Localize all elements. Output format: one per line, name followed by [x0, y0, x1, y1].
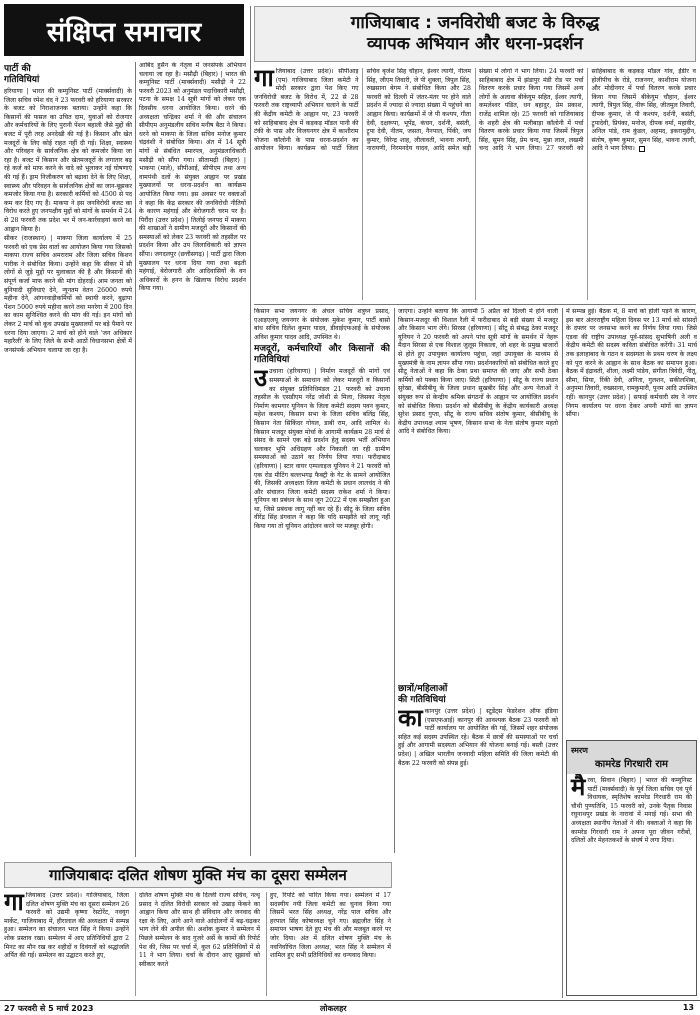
- dropcap-u: उ: [254, 364, 268, 393]
- party-activities-body: हरियाणा | भारत की कम्युनिस्ट पार्टी (मार्क्सवादी) के जिला सचिव रमेश चंद ने 23 फरवरी को हरियाणा सरकार के बजट को निराशाजनक बताया। उन्होंने कहा कि किसानों की फसल का उचित दाम, युवाओं को रोजगार और कर्मचारियों के लिए पुरानी पेंशन बहाली जैसे मुद्दों की बजट में पूरी तरह अनदेखी की गई है। किसान और खेत मजदूरों के लिए कोई राहत नहीं दी गई। शिक्षा, स्वास्थ्य और परिवहन के सार्वजनिक क्षेत्र को कमजोर किया जा रहा है। बजट में किसान और खेतमजदूरों के लगातार बढ़ रहे कर्ज को माफ करने के वादे को भुलाकर नई घोषणाएं की गई हैं। ड्राम निजीकरण को बढ़ावा देने के लिए शिक्षा, स्वास्थ्य और परिवहन के सार्वजनिक क्षेत्रों का जान-बूझकर कमजोर किया गया है। सरकारी कर्मियों को 4500 से पद कम कर दिए गए हैं। माकपा ने इस जनविरोधी बजट का विरोध करते हुए जनपक्षीय मुद्दों को मांगों के समर्थन में 24 से 28 फरवरी तक प्रदेश भर में जन-कार्रवाइयां करने का आह्वान किया है।: [4, 88, 132, 233]
- bottom-story-col3: हुए, रिपोर्ट को पारित किया गया। सम्मेलन में 17 सदस्यीय नयी जिला कमेटी का चुनाव किया गया जिसमें भरत सिंह अध्यक्ष, नरेंद्र पाल सचिव और हरपाल सिंह कोषाध्यक्ष चुने गए। ब्रह्मजीत सिंह ने समापन भाषण देते हुए मंच की और मजबूत करने पर जोर दिया। अंत में दलित शोषण मुक्ति मंच के नवनिर्वाचित जिला अध्यक्ष, भरत सिंह ने सम्मेलन में शामिल हुए सभी प्रतिनिधियों का धन्यवाद किया।: [266, 892, 391, 996]
- page-footer: [0, 1000, 700, 1015]
- left-column: [4, 62, 132, 997]
- column-divider: [562, 308, 563, 998]
- workers-heading: मजदूरों, कर्मचारियों और किसानों की गतिविधियां: [254, 344, 390, 366]
- dropcap-ga: गा: [254, 68, 274, 92]
- column-divider: [250, 6, 251, 856]
- bottom-story: [4, 892, 392, 996]
- middle-column-1: आबिद हुसैन के नेतृत्व में जनसंपर्क अभियान चलाया जा रहा है। मसौढ़ी (बिहार) | भारत की कम्युनिस्ट पार्टी (मार्क्सवादी) मसौढ़ी ने 22 फरवरी 2023 को अनुमंडल पदाधिकारी मसौढ़ी, पटना के समक्ष 14 सूत्री मांगों को लेकर एक दिवसीय धरना आयोजित किया। धरने की अध्यक्षता चन्द्रिका शर्मा ने की और संचालन सीपीएम अनुमंडलीय सचिव मनीष बैठा ने किया। धरने को माकपा के जिला सचिव मनोज कुमार चंद्रवंशी ने संबोधित किया। अंत में 14 सूत्री मांगों से संबंधित स्मारपत्र, अनुमंडलाधिकारी मसौढ़ी को सौंपा गया। सीतामढ़ी (बिहार) | भाकपा (माले), सीपीआई, सीपीएम तथा अन्य वामपंथी दलों के संयुक्त आह्वान पर प्रखंड मुख्यालयों पर धरना-प्रदर्शन का कार्यक्रम आयोजित किया गया। इस अवसर पर वक्ताओं ने कहा कि केंद्र सरकार की जनविरोधी नीतियों के कारण महंगाई और बेरोजगारी चरम पर है। पिरौंदा (उत्तर प्रदेश) | तिलोई जनपद में माकपा की शाखाओं ने ग्रामीण मजदूरों और किसानों की समस्याओं को लेकर 23 फरवरी को तहसील पर प्रदर्शन किया और उप जिलाधिकारी को ज्ञापन सौंपा। जगदलपुर (छत्तीसगढ़) | पार्टी द्वारा जिला मुख्यालय पर धरना दिया गया तथा बढ़ती महंगाई, बेरोजगारी और आदिवासियों के वन अधिकारों के हनन के खिलाफ विरोध प्रदर्शन किया गया।: [139, 62, 246, 293]
- students-heading: छात्रों/महिलाओं की गतिविधियां: [398, 684, 448, 705]
- memorial-body: मै रवा, सिवान (बिहार) | भारत की कम्युनिस्ट पार्टी (मार्क्सवादी) के पूर्व जिला सचिव एवं पूर्व विधायक, स्मृतिशेष कामरेड गिरधारी राम की चौथी पुण्यतिथि, 15 फरवरी को, उनके पैतृक निवास रघुनाथपुर प्रखंड के नारावां में मनाई गई। सभा की अध्यक्षता स्थानीय नेताओं ने की। वक्ताओं ने कहा कि कामरेड गिरधारी राम ने अपना पूरा जीवन गरीबों, दलितों और मेहनतकशों के संघर्ष में लगा दिया।: [571, 774, 692, 845]
- dropcap-ga-2: गा: [4, 892, 24, 916]
- end-mark: [639, 146, 645, 152]
- memorial-box: [566, 740, 697, 996]
- party-activities-heading: पार्टी की गतिविधियां: [4, 64, 40, 85]
- right-column: में सम्पन्न हुई। बैठक में, 8 मार्च को होली पड़ने के कारण, इस बार अंतरराष्ट्रीय महिला दिवस पर 13 मार्च को सांसदों के दफ्तर पर जनसभा करने का निर्णय लिया गया। जिसे एडवा की राष्ट्रीय उपाध्यक्ष पूर्व-सांसद सुभाषिनी अली व केंद्रीय कमेटी की सदस्य कविता संबोधित करेंगी। 31 मार्च तक इलाहाबाद के गठन व सदस्यता के प्रथम चरण के लक्ष्य को पूरा करने के आह्वान के साथ बैठक का समापन हुआ। बैठक में इंद्रावती, शीला, लक्ष्मी पांडेय, संगीता त्रिवेदी, नीतू, सीमा, सिया, रिंकी देवी, अनिता, गुलशन, सकीलशिबा, अनुपमा तिवारी, रुखसाना, रामकुमारी, पूनम आदि उपस्थित रहीं। कानपुर (उत्तर प्रदेश) | सफाई कर्मचारी संघ ने नगर निगम कार्यालय पर धरना देकर अपनी मांगों का ज्ञापन सौंपा।: [566, 308, 697, 419]
- middle-column-2: किसान सभा जयनगर के अंचल सचिव शत्रुघ्न प्रसाद, एआइएलयू जयनगर के संयोजक मुकेश कुमार, पार्टी बासो बांध सचिव दिलेश कुमार यादव, डीवाईएफआई के संयोजक अविश कुमार यादव आदि, उपस्थित थे। मजदूरों, कर्मचारियों और किसानों की गतिविधियां उउचाना (हरियाणा) | निर्माण मजदूरों की मांगों एवं समस्याओं के समाधान को लेकर मजदूरों व किसानों का संयुक्त प्रतिनिधिमंडल 21 फरवरी को उचाना तहसील के एसडीएम नरेंद्र जोशी से मिला, जिसका नेतृत्व निर्माण कामगार यूनियन के जिला कमेटी सदस्य पवन कुमार, महेश कश्यप, किसान सभा के जिला सचिव बलिंद्र सिंह, किसान नेता सिकिंदर गोयल, डाबी राम, आदि शामिल थे। किसान मजदूर संयुक्त मोर्चा के आगामी कार्यक्रम 28 मार्च से संसद के सामने एक बड़े प्रदर्शन हेतु सदस्य भर्ती अभियान चलाकर भूमि अधिग्रहण और निकाली जा रही ग्रामीण समस्याओं को उठाने का निर्णय लिया गया। फरीदाबाद (हरियाणा) | स्टार वायर एम्पलाइज यूनियन ने 21 फरवरी को एक रोड मीटिंग बल्लभगढ़ फैक्ट्री के गेट के सामने आयोजित की, जिसकी अध्यक्षता जिला कमेटी के प्रधान लालचंद ने की और संचालन जिला कमेटी सदस्य राकेश शर्मा ने किया। यूनियन का प्रबंधन के साथ जून 2022 में एक समझौता हुआ था, जिसे प्रबंधक लागू नहीं कर रहे हैं। सीटू के जिला सचिव वीरेंद्र सिंह डंगवाल ने कहा कि यदि समझौते को लागू नहीं किया गया तो यूनियन आंदोलन करने पर मजबूर होगी।: [254, 308, 390, 531]
- column-divider: [394, 308, 395, 853]
- main-headline-line1: गाजियाबाद : जनविरोधी बजट के विरुद्ध: [350, 13, 600, 33]
- students-section: छात्रों/महिलाओं की गतिविधियां काकानपुर (उत्तर प्रदेश) | स्टूडेंट्स फेडरेशन ऑफ इंडिया (एसएफआई) कानपुर की आवश्यक बैठक 23 फरवरी को पार्टी कार्यालय पर आयोजित की गई, जिसमें शहर संयोजक सहित कई सदस्य उपस्थित रहे। बैठक में छात्रों की समस्याओं पर चर्चा हुई और आगामी सदस्यता अभियान की योजना बनाई गई। बस्ती (उत्तर प्रदेश) | अखिल भारतीय जनवादी महिला समिति की जिला कमेटी की बैठक 22 फरवरी को संपन्न हुई।: [398, 684, 558, 767]
- middle-column-3: जाएगा। उन्होंने बताया कि आगामी 5 अप्रैल को दिल्ली में होने वाली किसान-मजदूर की विशाल रैली में फरीदाबाद से बड़ी संख्या में मजदूर और किसान भाग लेंगे। सिरसा (हरियाणा) | सीटू से संबद्ध ठेका मजदूर यूनियन ने 20 फरवरी को अपने पांच सूत्री मांगों के समर्थन में नेहरू मैदान सिरसा से एक विशाल जुलूस निकाला, जो शहर के प्रमुख बाजारों से होते हुए उपायुक्त कार्यालय पहुंचा, जहां उपायुक्त के माध्यम से मुख्यमंत्री के नाम ज्ञापन सौंपा गया। प्रदर्शनकारियों को संबोधित करते हुए सीटू नेताओं ने कहा कि ठेका प्रथा समाप्त की जाए और सभी ठेका कर्मियों को पक्का किया जाए। सिटी (हरियाणा) | सीटू के राज्य प्रधान सुरेखा, बीसीबीयू के जिला प्रधान सुखबीर सिंह और अन्य नेताओं ने संयुक्त रूप से केन्द्रीय श्रमिक संगठनों के आह्वान पर आयोजित प्रदर्शन को संबोधित किया। प्रदर्शन को बीसीबीयू के केंद्रीय कार्यकारी अध्यक्ष सुरेश प्रसाद गुप्ता, सीटू के राज्य सचिव संतोष कुमार, बीसीबीयू के केंद्रीय उपाध्यक्ष श्याम भूषण, किसान सभा के नेता संतोष कुमार महतो आदि ने संबोधित किया।: [398, 308, 558, 436]
- bottom-story-col1: गा जियाबाद (उत्तर प्रदेश)। गाजियाबाद, जिला दलित शोषण मुक्ति मंच का दूसरा सम्मेलन 26 फरवरी को उद्यमी कृष्णा रेस्टोरेंट, नवयुग मार्केट, गाजियाबाद में, हीरालाल की अध्यक्षता में सम्पन्न हुआ। सम्मेलन का संचालन भरत सिंह ने किया। उन्होंने शोक प्रस्ताव रखा। सम्मेलन में आए प्रतिनिधियों द्वारा 2 मिनट का मौन रख कर शहीदों व दिवंगतों को श्रद्धांजलि अर्पित की गई। सम्मेलन का उद्घाटन करते हुए,: [4, 892, 129, 960]
- sikar-story: सीकर (राजस्थान) | माकपा जिला कार्यालय में 25 फरवरी को एक प्रेस वार्ता का आयोजन किया गया जिसको माकपा राज्य सचिव अमराराम और जिला सचिव किशन पारीक ने संबोधित किया। उन्होंने कहा कि सीकर में सी लोगों से जुड़े मुद्दों पर मुलाकात की है और किसानों की संपूर्ण कर्जा माफ करने की मांग दोहराई। आम जनता को बुनियादी सुविधाएं देने, न्यूनतम वेतन 26000 रुपये महीना देने, आंगनवाड़ीकर्मियों को स्थायी करने, बुढ़ापा पेंशन 5000 रुपये महीना करने तथा मनरेगा में 200 दिन का काम सुनिश्चित करने की मांग की गई। इन मांगों को लेकर 2 मार्च को कूच उपखंड मुख्यालयों पर बड़े पैमाने पर धरना दिया जाएगा। 2 मार्च को होने वाले 'जन अधिकार महारैली' के लिए जिले के सभी आठों विधानसभा क्षेत्रों में जनसंपर्क अभियान चलाया जा रहा है।: [4, 235, 132, 354]
- bottom-headline: गाजियाबादः दलित शोषण मुक्ति मंच का दूसरा सम्मेलन: [4, 862, 392, 888]
- dropcap-mai: मै: [571, 774, 586, 801]
- bottom-story-col2: दलित शोषण मुक्ति मंच के दिल्ली राज्य सचिव, नत्थू प्रसाद ने दलित विरोधी सरकार को उखाड़ फेंकने का आह्वान किया और साथ ही संविधान और जनवाद की रक्षा के लिए, आगे आने वाले आंदोलनों में बढ़-चढ़कर भाग लेने की अपील की। अशोक कुमार ने सम्मेलन में पिछले सम्मेलन के बाद गुजरे अर्से के कामों की रिपोर्ट पेश की, जिस पर चर्चा में, कुल 62 प्रतिनिधियों में से 11 ने भाग लिया। चर्चा के दौरान आए सुझावों को स्वीकार करते: [135, 892, 260, 996]
- footer-page-number: 13: [682, 1003, 694, 1012]
- footer-paper-name: लोकलहर: [320, 1004, 347, 1013]
- section-divider: [254, 304, 696, 305]
- memorial-heading: स्मरण कामरेड गिरधारी राम: [567, 741, 696, 774]
- main-headline: [254, 6, 696, 62]
- footer-date: 27 फरवरी से 5 मार्च 2023: [4, 1004, 94, 1013]
- section-banner: संक्षिप्त समाचार: [4, 4, 244, 56]
- main-story: गा जियाबाद (उत्तर प्रदेश)। सीपीआइ (एम) गाजियाबाद जिला कमेटी ने मोदी सरकार द्वारा पेश किए गए जनविरोधी बजट के विरोध में, 22 से 28 फरवरी तक राष्ट्रव्यापी अभियान चलाने के पार्टी की केंद्रीय कमेटी के आह्वान पर, 23 फरवरी को साहिबाबाद क्षेत्र में कड़कड़ मॉडल पानी की टंकी के पास और विजयनगर क्षेत्र में काशीराम योजना कॉलोनी के पास धरना-प्रदर्शन का आयोजन किया। कार्यक्रम को पार्टी जिला सचिव बृजेश सिंह चौहान, ईश्वर त्यागी, नीलम सिंह, जीएम तिवारी, जे पी शुक्ला, त्रिपुल सिंह, रुखसाना बेगम ने संबोधित किया और 28 फरवरी को दिल्ली में जंतर-मंतर पर होने वाले प्रदर्शन में ज्यादा से ज्यादा संख्या में पहुंचने का आह्वान किया। कार्यक्रमों में जे पी कश्यप, गीता देवी, दक्षरूपा, भूपेंद्र, कंचन, दर्शनी, बसंती, ट्रूपा देवी, नीतम, जसता, नैनपाल, पिंकी, जय कुमार, विरेन्द्र शाह, लीलावती, भावना त्यागी, नारायणी, निरमनदेय यादव, आदि समेत बड़ी संख्या में लोगों ने भाग लिया। 24 फरवरी को साहिबाबाद क्षेत्र में झंडापुर मंडी रोड पर पर्चा वितरण करके प्रचार किया गया जिसमें अन्य लोगों के अलावा बीकेयुम सहित, ईश्वर त्यागी, कमलेश्वर पंडित, धन बहादुर, प्रेम प्रकाश, राजेंद्र शामिल रहे। 25 फरवरी को गाजियाबाद के शहरी क्षेत्र की मलीबाड़ा कॉलोनी में पर्चा वितरण करके प्रचार किया गया जिसमें त्रिपुल सिंह, सुमन सिंह, प्रेम चन्द, मुन्ना लाल, लखमी चन्द आदि ने भाग लिया। 27 फरवरी को साहिबाबाद के कड़कड़ मॉडल गांव, ईंडीर व होलीपीच के रोडे, राजनगर, काशीराम योजना और मोदीनगर में पर्चा वितरण करके प्रचार किया गया जिसमें बीकेयुम चौहान, ईश्वर त्यागी, त्रिपुल सिंह, नीरू सिंह, जीतमुल तिवारी, दीपक कुमार, जे पी कश्यप, दर्शनी, बसंती, ट्रूपादेवी, प्रियंका, मनोज, दीपक वर्मा, महावीर, अनिल पांडे, राम कुंडल, अहमद, इकरामुद्दीन, संतोष, कृष्ण कुमार, सुमन सिंह, भावना त्यागी, आदि ने भाग लिया।: [254, 68, 696, 153]
- main-headline-line2: व्यापक अभियान और धरना-प्रदर्शन: [367, 34, 583, 54]
- dropcap-ka: का: [398, 704, 423, 732]
- column-divider: [135, 62, 136, 857]
